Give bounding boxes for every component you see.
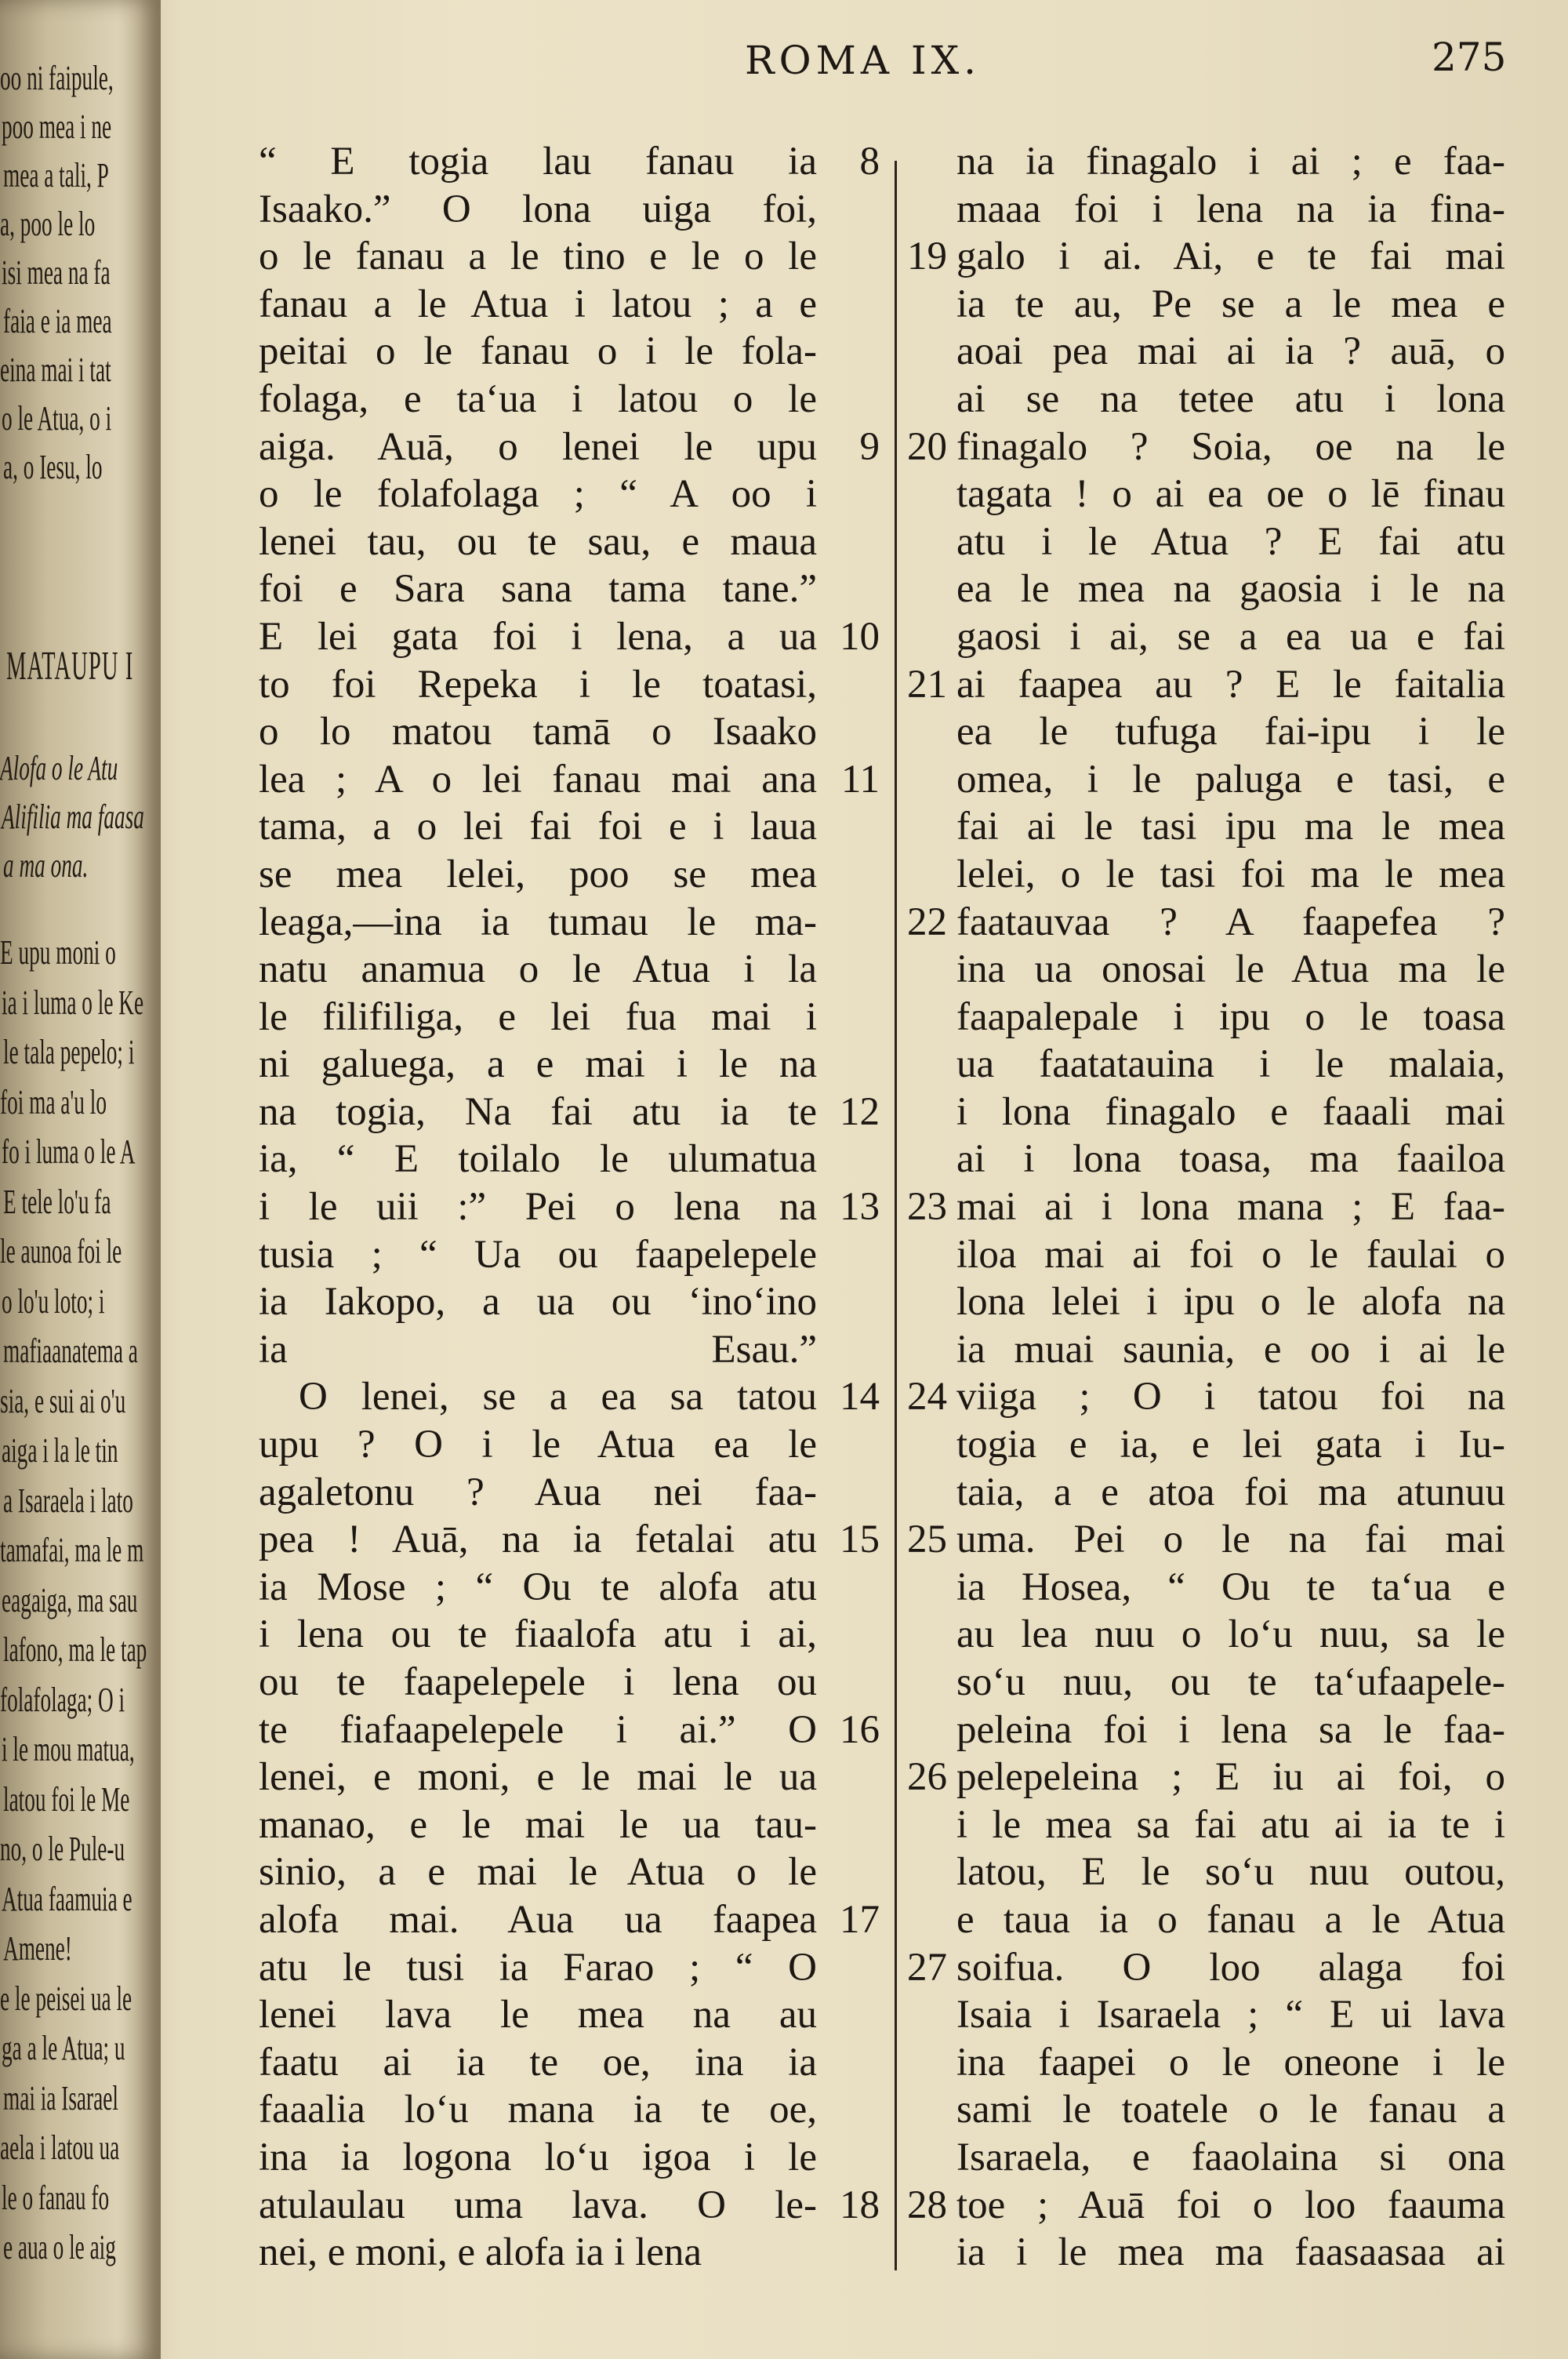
previous-page-line: eagaiga, ma sau (2, 1580, 138, 1619)
line-text: uma. Pei o le na fai mai (956, 1518, 1505, 1562)
line-text: fanau a le Atua i latou ; a e (259, 282, 817, 326)
line-text: gaosi i ai, se a ea ua e fai (956, 614, 1505, 659)
text-line (259, 1801, 880, 1849)
text-line (259, 2134, 880, 2182)
line-text: na ia finagalo i ai ; e faa- (956, 140, 1505, 184)
text-line (259, 1944, 880, 1992)
line-text: soifua. O loo alaga foi (956, 1945, 1505, 1990)
verse-number: 25 (907, 1518, 947, 1562)
line-text: na togia, Na fai atu ia te (259, 1089, 817, 1134)
line-text: ina ia logona lo‘u igoa i le (259, 2135, 817, 2179)
verse-number: 11 (840, 757, 880, 801)
text-line (907, 1516, 1510, 1564)
line-text: atu le tusi ia Farao ; “ O (259, 1945, 817, 1990)
text-line (259, 1754, 880, 1801)
line-text: maaa foi i lena na ia fina- (956, 187, 1505, 231)
text-line (259, 1231, 880, 1279)
text-line (907, 1754, 1510, 1801)
text-line (259, 1611, 880, 1659)
verse-number: 19 (907, 234, 947, 279)
text-line (956, 756, 1510, 804)
line-text: toe ; Auā foi o loo faauma (956, 2183, 1505, 2227)
line-text: aoai pea mai ai ia ? auā, o (956, 329, 1505, 374)
text-line (259, 1183, 880, 1231)
text-line (956, 1278, 1510, 1326)
text-line (259, 2086, 880, 2134)
running-header: ROMA IX. (745, 38, 982, 83)
previous-page-line: eina mai i tat (0, 351, 111, 389)
previous-page-line: le o fanau fo (2, 2178, 110, 2217)
previous-page-line: le aunoa foi le (0, 1232, 122, 1270)
line-text: au lea nuu o lo‘u nuu, sa le (956, 1612, 1505, 1657)
line-text: peitai o le fanau o i le fola- (259, 329, 817, 374)
text-line (259, 423, 880, 471)
text-line (956, 138, 1510, 186)
line-text: ou te faapelepele i lena ou (259, 1660, 817, 1704)
line-text: i lona finagalo e faaali mai (956, 1089, 1505, 1134)
text-line (259, 1991, 880, 2039)
previous-page-line: e le peisei ua le (0, 1979, 132, 2018)
line-text: aiga. Auā, o lenei le upu (259, 424, 817, 469)
text-line (956, 1421, 1510, 1469)
line-text: i le uii :” Pei o lena na (259, 1185, 817, 1230)
line-text: galo i ai. Ai, e te fai mai (956, 234, 1505, 279)
text-line (259, 233, 880, 281)
verse-number: 17 (840, 1897, 880, 1942)
text-line (259, 138, 880, 186)
text-line (956, 1991, 1510, 2039)
line-text: iloa mai ai foi o le faulai o (956, 1232, 1505, 1277)
line-text: ia, “ E toilalo le ulumatua (259, 1137, 817, 1182)
line-text: se mea lelei, poo se mea (259, 852, 817, 896)
text-line (259, 518, 880, 566)
previous-page-line: oo ni faipule, (0, 59, 114, 97)
text-line (259, 2229, 880, 2277)
previous-page-line: no, o le Pule-u (0, 1830, 125, 1868)
text-line (907, 661, 1510, 709)
line-text: so‘u nuu, ou te ta‘ufaapele- (956, 1660, 1505, 1704)
line-text: Isaia i Isaraela ; “ E ui lava (956, 1993, 1505, 2037)
verse-number: 23 (907, 1185, 947, 1230)
page-number: 275 (1432, 35, 1507, 80)
text-line (956, 1041, 1510, 1089)
text-line (956, 1896, 1510, 1944)
line-text: manao, e le mai le ua tau- (259, 1802, 817, 1847)
line-text: ai faapea au ? E le faitalia (956, 662, 1505, 707)
previous-page-line: aela i latou ua (0, 2128, 120, 2167)
text-line (259, 1707, 880, 1754)
text-line (956, 1848, 1510, 1896)
verse-number: 9 (859, 424, 880, 469)
line-text: lea ; A o lei fanau mai ana (259, 757, 817, 801)
text-line (956, 186, 1510, 234)
text-line (956, 1326, 1510, 1374)
line-text: pelepeleina ; E iu ai foi, o (956, 1755, 1505, 1800)
verse-number: 24 (907, 1375, 947, 1419)
text-line (259, 1659, 880, 1707)
text-line (956, 328, 1510, 376)
text-line (259, 2182, 880, 2230)
line-text: faatauvaa ? A faapefea ? (956, 900, 1505, 944)
verse-number: 16 (840, 1707, 880, 1752)
line-text: taia, a e atoa foi ma atunuu (956, 1470, 1505, 1514)
verse-number: 13 (840, 1185, 880, 1230)
line-text: ni galuega, a e mai i le na (259, 1042, 817, 1087)
previous-page-line: Alifilia ma faasa (2, 798, 144, 836)
text-line (956, 946, 1510, 994)
previous-page-line: a, poo le lo (0, 205, 96, 243)
previous-page-line: a ma ona. (3, 846, 89, 885)
line-text: sami le toatele o le fanau a (956, 2088, 1505, 2132)
line-text: viiga ; O i tatou foi na (956, 1375, 1505, 1419)
previous-page-line: mafiaanatema a (3, 1332, 138, 1370)
previous-page-line: le tala pepelo; i (3, 1033, 135, 1071)
text-line (259, 1896, 880, 1944)
verse-number: 8 (859, 140, 880, 184)
text-line (259, 613, 880, 661)
line-text: pea ! Auā, na ia fetalai atu (259, 1518, 817, 1562)
text-line (956, 613, 1510, 661)
text-line (956, 1136, 1510, 1183)
previous-page-line: Atua faamuia e (2, 1879, 132, 1918)
text-line (956, 1801, 1510, 1849)
previous-page-edge (0, 0, 161, 2359)
previous-page-line: folafolaga; O i (0, 1680, 125, 1719)
line-text: ina ua onosai le Atua ma le (956, 947, 1505, 992)
text-line (956, 518, 1510, 566)
text-line (259, 1564, 880, 1612)
text-line (907, 899, 1510, 947)
line-text: ea le mea na gaosia i le na (956, 567, 1505, 612)
line-text: le filifiliga, e lei fua mai i (259, 994, 817, 1039)
line-text: folaga, e ta‘ua i latou o le (259, 376, 817, 421)
line-text: i lena ou te fiaalofa atu i ai, (259, 1612, 817, 1657)
verse-number: 27 (907, 1945, 947, 1990)
line-text: ina faapei o le oneone i le (956, 2040, 1505, 2085)
line-text: ia muai saunia, e oo i ai le (956, 1327, 1505, 1372)
text-line (956, 2134, 1510, 2182)
verse-number: 28 (907, 2183, 947, 2227)
line-text: upu ? O i le Atua ea le (259, 1423, 817, 1467)
text-line (956, 708, 1510, 756)
previous-page-line: Amene! (3, 1929, 72, 1968)
previous-page-line: ia i luma o le Ke (2, 983, 144, 1022)
line-text: ea le tufuga fai-ipu i le (956, 710, 1505, 754)
line-text: lenei tau, ou te sau, e maua (259, 519, 817, 564)
text-line (956, 1611, 1510, 1659)
previous-page-line: foi ma a'u lo (0, 1082, 107, 1121)
text-line (259, 1373, 880, 1421)
line-text: ua faatatauina i le malaia, (956, 1042, 1505, 1087)
previous-page-line: fo i luma o le A (2, 1132, 136, 1171)
line-text: lona lelei i ipu o le alofa na (956, 1280, 1505, 1325)
line-text: omea, i le paluga e tasi, e (956, 757, 1505, 801)
text-line (259, 376, 880, 423)
previous-page-line: poo mea i ne (2, 107, 112, 146)
text-line (259, 281, 880, 329)
text-line (259, 1516, 880, 1564)
verse-number: 26 (907, 1755, 947, 1800)
text-line (907, 423, 1510, 471)
right-text-column (907, 138, 1510, 2277)
line-text: Isaraela, e faaolaina si ona (956, 2135, 1505, 2179)
text-line (259, 471, 880, 518)
previous-page-line: a Isaraela i lato (3, 1481, 133, 1520)
previous-page-line: o lo'u loto; i (2, 1281, 105, 1321)
line-text: lenei, e moni, e le mai le ua (259, 1755, 817, 1800)
line-text: mai ai i lona mana ; E faa- (956, 1185, 1505, 1230)
line-text: ia Mose ; “ Ou te alofa atu (259, 1565, 817, 1609)
previous-page-line: tamafai, ma le m (0, 1531, 144, 1569)
line-text: tusia ; “ Ua ou faapelepele (259, 1232, 817, 1277)
text-line (907, 1183, 1510, 1231)
text-line (956, 376, 1510, 423)
previous-page-line: latou foi le Me (3, 1779, 130, 1819)
text-line (907, 1944, 1510, 1992)
line-text: faapalepale i ipu o le toasa (956, 994, 1505, 1039)
line-text: o le fanau a le tino e le o le (259, 234, 817, 279)
text-line (956, 2086, 1510, 2134)
text-line (956, 1707, 1510, 1754)
text-line (259, 1041, 880, 1089)
previous-page-line: isi mea na fa (2, 253, 111, 292)
previous-page-line: E tele lo'u fa (3, 1182, 111, 1221)
previous-page-line: o le Atua, o i (2, 399, 112, 438)
line-text: natu anamua o le Atua i la (259, 947, 817, 992)
text-line (956, 994, 1510, 1041)
verse-number: 14 (840, 1375, 880, 1419)
text-line (259, 708, 880, 756)
text-line (259, 756, 880, 804)
text-line (907, 2182, 1510, 2230)
text-line (956, 471, 1510, 518)
text-line (259, 2039, 880, 2087)
line-text: te fiafaapelepele i ai.” O (259, 1707, 817, 1752)
line-text: i le mea sa fai atu ai ia te i (956, 1802, 1505, 1847)
previous-page-line: i le mou matua, (2, 1730, 135, 1768)
text-line (259, 1848, 880, 1896)
line-text: agaletonu ? Aua nei faa- (259, 1470, 817, 1514)
line-text: alofa mai. Aua ua faapea (259, 1897, 817, 1942)
line-text: togia e ia, e lei gata i Iu- (956, 1423, 1505, 1467)
previous-page-line: faia e ia mea (3, 302, 112, 340)
text-line (259, 328, 880, 376)
text-line (956, 1659, 1510, 1707)
text-line (907, 1373, 1510, 1421)
text-line (956, 1089, 1510, 1136)
text-line (259, 661, 880, 709)
text-line (259, 851, 880, 899)
line-text: ai i lona toasa, ma faailoa (956, 1137, 1505, 1182)
line-text: sinio, a e mai le Atua o le (259, 1850, 817, 1895)
line-text: nei, e moni, e alofa ia i lena (259, 2230, 702, 2275)
text-line (956, 1564, 1510, 1612)
text-line (956, 565, 1510, 613)
text-line (259, 1278, 880, 1326)
line-text: o le folafolaga ; “ A oo i (259, 472, 817, 517)
previous-page-line: ga a le Atua; u (2, 2029, 125, 2067)
text-line (956, 2039, 1510, 2087)
text-line (259, 994, 880, 1041)
line-text: “ E togia lau fanau ia (259, 140, 817, 184)
line-text: ai se na tetee atu i lona (956, 376, 1505, 421)
verse-number: 15 (840, 1518, 880, 1562)
text-line (259, 565, 880, 613)
line-text: faatu ai ia te oe, ina ia (259, 2040, 817, 2085)
line-text: lelei, o le tasi foi ma le mea (956, 852, 1505, 896)
line-text: faaalia lo‘u mana ia te oe, (259, 2088, 817, 2132)
text-line (259, 803, 880, 851)
text-line (956, 2229, 1510, 2277)
text-line (259, 946, 880, 994)
line-text: tama, a o lei fai foi e i laua (259, 805, 817, 849)
line-text: foi e Sara sana tama tane.” (259, 567, 817, 612)
line-text: peleina foi i lena sa le faa- (956, 1707, 1505, 1752)
text-line (259, 1089, 880, 1136)
line-text: ia te au, Pe se a le mea e (956, 282, 1505, 326)
verse-number: 18 (840, 2183, 880, 2227)
previous-page-line: aiga i la le tin (2, 1431, 118, 1470)
verse-number: 12 (840, 1089, 880, 1134)
verse-number: 22 (907, 900, 947, 944)
left-text-column (259, 138, 880, 2277)
line-text: tagata ! o ai ea oe o lē finau (956, 472, 1505, 517)
previous-page-heading: MATAUPU I (6, 644, 134, 689)
text-line (259, 1326, 880, 1374)
previous-page-line: sia, e sui ai o'u (0, 1381, 126, 1420)
text-line (259, 1421, 880, 1469)
text-line (259, 1136, 880, 1183)
line-text: atulaulau uma lava. O le- (259, 2183, 817, 2227)
line-text: atu i le Atua ? E fai atu (956, 519, 1505, 564)
line-text: fai ai le tasi ipu ma le mea (956, 805, 1505, 849)
previous-page-line: lafono, ma le tap (3, 1630, 147, 1669)
previous-page-line: mai ia Isarael (3, 2078, 118, 2117)
line-text: ia Esau.” (259, 1327, 817, 1372)
line-text: e taua ia o fanau a le Atua (956, 1897, 1505, 1942)
text-line (907, 233, 1510, 281)
line-text: Isaako.” O lona uiga foi, (259, 187, 817, 231)
line-text: ia Iakopo, a ua ou ‘ino‘ino (259, 1280, 817, 1325)
previous-page-line: e aua o le aig (3, 2228, 116, 2266)
text-line (956, 281, 1510, 329)
verse-number: 10 (840, 614, 880, 659)
previous-page-line: Alofa o le Atu (0, 749, 118, 787)
line-text: latou, E le so‘u nuu outou, (956, 1850, 1505, 1895)
previous-page-line: E upu moni o (0, 933, 116, 972)
text-line (956, 851, 1510, 899)
text-line (956, 803, 1510, 851)
line-text: lenei lava le mea na au (259, 1993, 817, 2037)
text-line (956, 1231, 1510, 1279)
text-line (259, 186, 880, 234)
previous-page-line: mea a tali, P (3, 156, 109, 194)
text-line (259, 1469, 880, 1517)
line-text: ia Hosea, “ Ou te ta‘ua e (956, 1565, 1505, 1609)
line-text: leaga,—ina ia tumau le ma- (259, 900, 817, 944)
line-text: ia i le mea ma faasaasaa ai (956, 2230, 1505, 2275)
previous-page-line: a, o Iesu, lo (3, 448, 103, 486)
line-text: O lenei, se a ea sa tatou (259, 1375, 817, 1419)
text-line (259, 899, 880, 947)
line-text: o lo matou tamā o Isaako (259, 710, 817, 754)
line-text: to foi Repeka i le toatasi, (259, 662, 817, 707)
verse-number: 20 (907, 424, 947, 469)
line-text: E lei gata foi i lena, a ua (259, 614, 817, 659)
verse-number: 21 (907, 662, 947, 707)
line-text: finagalo ? Soia, oe na le (956, 424, 1505, 469)
text-line (956, 1469, 1510, 1517)
